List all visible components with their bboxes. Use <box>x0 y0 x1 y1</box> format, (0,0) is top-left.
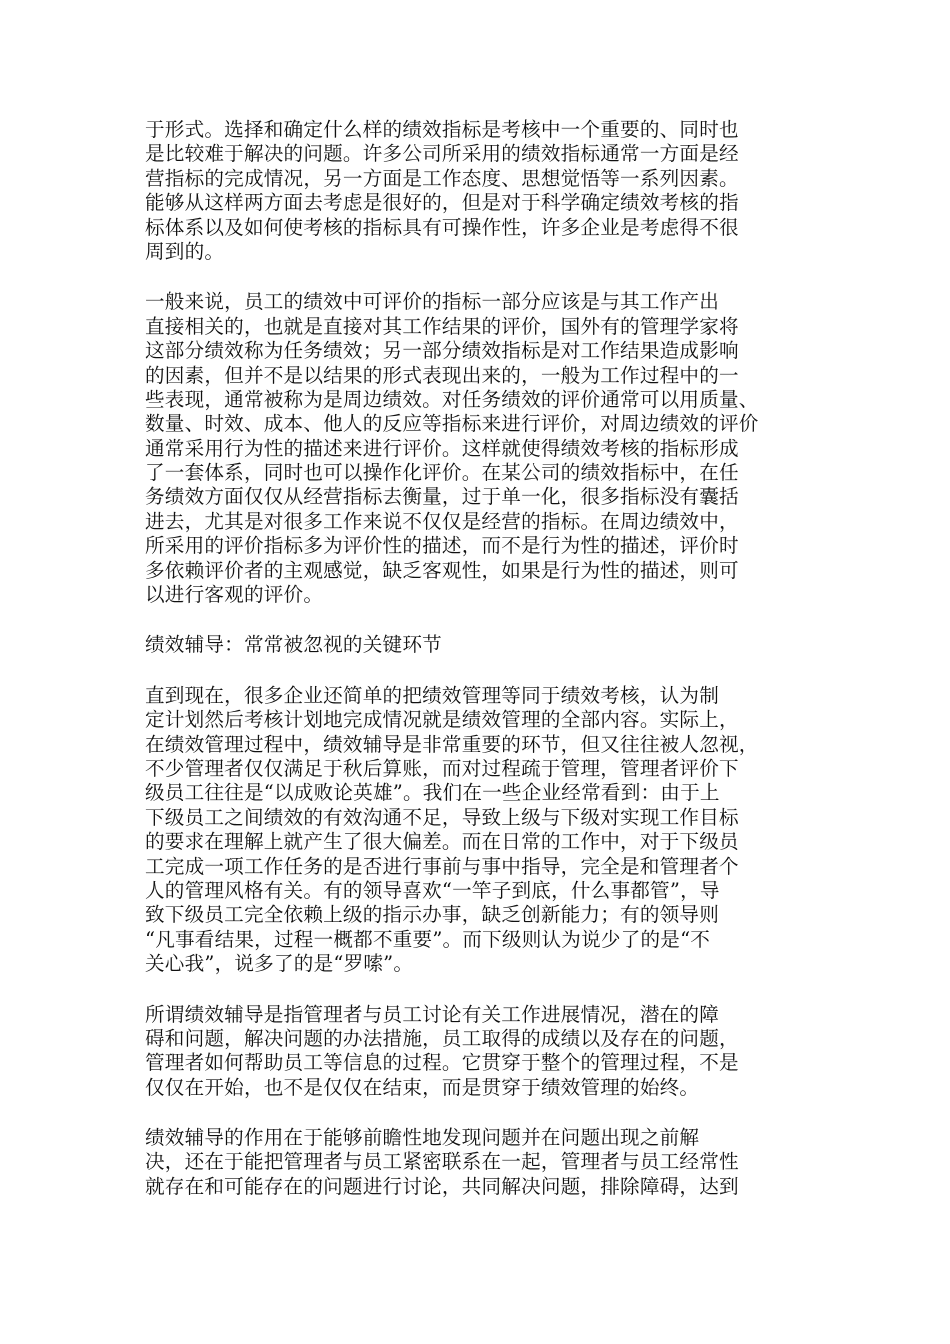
section-heading <box>145 633 813 657</box>
text-line: 工完成一项工作任务的是否进行事前与事中指导，完全是和管理者个 <box>145 854 739 878</box>
text-line: 直到现在，很多企业还简单的把绩效管理等同于绩效考核，认为制 <box>145 683 720 707</box>
text-line: 决，还在于能把管理者与员工紧密联系在一起，管理者与员工经常性 <box>145 1150 739 1174</box>
text-line: 务绩效方面仅仅从经营指标去衡量，过于单一化，很多指标没有囊括 <box>145 485 739 509</box>
text-line: 这部分绩效称为任务绩效；另一部分绩效指标是对工作结果造成影响 <box>145 339 739 363</box>
text-line: 所采用的评价指标多为评价性的描述，而不是行为性的描述，评价时 <box>145 534 739 558</box>
section-heading-text: 绩效辅导：常常被忽视的关键环节 <box>145 633 442 657</box>
text-line: 周到的。 <box>145 239 225 263</box>
text-line: 直接相关的，也就是直接对其工作结果的评价，国外有的管理学家将 <box>145 314 739 338</box>
paragraph-1 <box>145 118 813 264</box>
text-line: 所谓绩效辅导是指管理者与员工讨论有关工作进展情况，潜在的障 <box>145 1002 720 1026</box>
text-line: 就存在和可能存在的问题进行讨论，共同解决问题，排除障碍，达到 <box>145 1174 739 1198</box>
text-line: 级员工往往是“以成败论英雄”。我们在一些企业经常看到：由于上 <box>145 781 720 805</box>
text-line: 多依赖评价者的主观感觉，缺乏客观性，如果是行为性的描述，则可 <box>145 558 739 582</box>
text-line: 一般来说，员工的绩效中可评价的指标一部分应该是与其工作产出 <box>145 290 720 314</box>
text-line: 标体系以及如何使考核的指标具有可操作性，许多企业是考虑得不很 <box>145 215 739 239</box>
text-line: 营指标的完成情况，另一方面是工作态度、思想觉悟等一系列因素。 <box>145 166 739 190</box>
paragraph-3 <box>145 684 813 977</box>
text-line: 管理者如何帮助员工等信息的过程。它贯穿于整个的管理过程，不是 <box>145 1051 739 1075</box>
text-line: 关心我”，说多了的是“罗嗦”。 <box>145 952 414 976</box>
document-page <box>145 118 813 1225</box>
text-line: 的因素，但并不是以结果的形式表现出来的，一般为工作过程中的一 <box>145 363 739 387</box>
text-line: 不少管理者仅仅满足于秋后算账，而对过程疏于管理，管理者评价下 <box>145 756 739 780</box>
text-line: 致下级员工完全依赖上级的指示办事，缺乏创新能力；有的领导则 <box>145 903 720 927</box>
text-line: 仅仅在开始，也不是仅仅在结束，而是贯穿于绩效管理的始终。 <box>145 1075 700 1099</box>
text-line: 是比较难于解决的问题。许多公司所采用的绩效指标通常一方面是经 <box>145 142 739 166</box>
text-line: 下级员工之间绩效的有效沟通不足，导致上级与下级对实现工作目标 <box>145 805 739 829</box>
text-line: 进去，尤其是对很多工作来说不仅仅是经营的指标。在周边绩效中， <box>145 509 739 533</box>
text-line: 能够从这样两方面去考虑是很好的，但是对于科学确定绩效考核的指 <box>145 191 739 215</box>
paragraph-2 <box>145 290 813 607</box>
text-line: 了一套体系，同时也可以操作化评价。在某公司的绩效指标中，在任 <box>145 461 739 485</box>
text-line: 的要求在理解上就产生了很大偏差。而在日常的工作中，对于下级员 <box>145 830 739 854</box>
text-line: 些表现，通常被称为是周边绩效。对任务绩效的评价通常可以用质量、 <box>145 387 759 411</box>
text-line: 人的管理风格有关。有的领导喜欢“一竿子到底，什么事都管”，导 <box>145 878 720 902</box>
text-line: 以进行客观的评价。 <box>145 583 324 607</box>
text-line: 定计划然后考核计划地完成情况就是绩效管理的全部内容。实际上， <box>145 708 739 732</box>
text-line: 碍和问题，解决问题的办法措施，员工取得的成绩以及存在的问题， <box>145 1026 739 1050</box>
text-line: 绩效辅导的作用在于能够前瞻性地发现问题并在问题出现之前解 <box>145 1126 700 1150</box>
paragraph-4 <box>145 1003 813 1101</box>
text-line: 通常采用行为性的描述来进行评价。这样就使得绩效考核的指标形成 <box>145 436 739 460</box>
text-line: 数量、时效、成本、他人的反应等指标来进行评价，对周边绩效的评价 <box>145 412 759 436</box>
text-line: 在绩效管理过程中，绩效辅导是非常重要的环节，但又往往被人忽视， <box>145 732 759 756</box>
text-line: 于形式。选择和确定什么样的绩效指标是考核中一个重要的、同时也 <box>145 118 739 141</box>
text-line: “凡事看结果，过程一概都不重要”。而下级则认为说少了的是“不 <box>145 927 711 951</box>
paragraph-5 <box>145 1126 813 1199</box>
